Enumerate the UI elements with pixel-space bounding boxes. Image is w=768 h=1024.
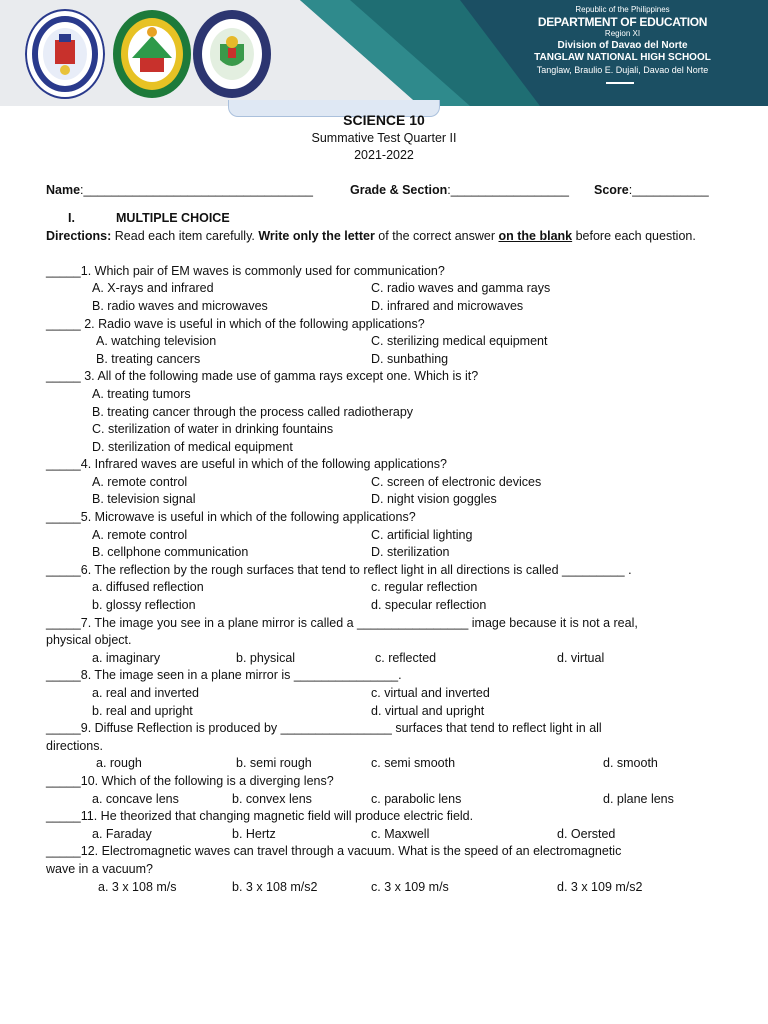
choice: A. remote control	[92, 527, 188, 542]
choice: D. sterilization of medical equipment	[92, 439, 293, 454]
directions: Directions: Read each item carefully. Write only the letter of the correct answer on the blank before each question.	[46, 228, 696, 243]
question-10-choices	[46, 791, 722, 809]
choice: B. treating cancers	[96, 351, 201, 366]
choice: C. screen of electronic devices	[371, 474, 542, 489]
question-2: _____ 2. Radio wave is useful in which of the following applications?	[46, 316, 425, 331]
choice: d. Oersted	[557, 826, 616, 841]
question-6-choices-row-2	[46, 597, 722, 615]
test-title: Summative Test Quarter II	[311, 130, 457, 145]
choice: d. virtual	[557, 650, 605, 665]
division-seal-icon	[112, 8, 192, 100]
division-line: Division of Davao del Norte	[557, 40, 688, 51]
choice: D. infrared and microwaves	[371, 298, 524, 313]
choice: a. real and inverted	[92, 686, 200, 700]
choice: C. radio waves and gamma rays	[371, 281, 551, 296]
choice: B. treating cancer through the process called radiotherapy	[92, 404, 414, 419]
choice: c. parabolic lens	[371, 791, 462, 806]
choice: c. 3 x 109 m/s	[371, 879, 449, 894]
choice: B. cellphone communication	[92, 545, 249, 560]
question-1-choices-row-1	[46, 280, 722, 298]
question-4-choices-row-1	[46, 474, 722, 492]
section-heading	[46, 210, 722, 228]
question-9-cont: directions.	[46, 738, 103, 753]
question-9-choices	[46, 755, 722, 773]
choice: c. Maxwell	[371, 826, 430, 841]
choice: b. Hertz	[232, 826, 276, 841]
student-info-line	[46, 182, 722, 200]
score-label: Score	[594, 183, 629, 198]
choice: d. plane lens	[603, 791, 674, 806]
deped-line: DEPARTMENT OF EDUCATION	[537, 15, 708, 29]
choice: B. television signal	[92, 492, 196, 507]
question-6: _____6. The reflection by the rough surfaces that tend to reflect light in all directions is called _________ .	[46, 562, 632, 577]
choice: b. 3 x 108 m/s2	[232, 879, 318, 894]
choice: b. convex lens	[232, 791, 312, 806]
question-7: _____7. The image you see in a plane mirror is called a ________________ image because it is not a real,	[46, 615, 638, 630]
question-9: _____9. Diffuse Reflection is produced by ________________ surfaces that tend to reflect light in all	[46, 721, 602, 736]
question-1-choices-row-2	[46, 298, 722, 316]
choice: A. X-rays and infrared	[92, 281, 214, 296]
choice: d. specular reflection	[371, 598, 487, 613]
choice: d. smooth	[603, 756, 658, 771]
subject-title: SCIENCE 10	[343, 112, 425, 128]
choice: b. semi rough	[236, 756, 312, 771]
choice: d. 3 x 109 m/s2	[557, 879, 643, 894]
question-6-choices-row-1	[46, 579, 722, 597]
section-title: MULTIPLE CHOICE	[116, 210, 230, 225]
choice: a. concave lens	[92, 791, 179, 806]
question-7-choices	[46, 650, 722, 668]
choice: A. remote control	[92, 474, 188, 489]
grade-label: Grade & Section	[350, 183, 448, 198]
school-seal-icon	[192, 8, 272, 100]
question-2-choices-row-1	[46, 333, 722, 351]
question-8: _____8. The image seen in a plane mirror is _______________.	[46, 668, 402, 683]
question-12: _____12. Electromagnetic waves can travel through a vacuum. What is the speed of an electromagnetic	[46, 844, 622, 859]
school-year: 2021-2022	[354, 148, 414, 163]
choice: C. sterilization of water in drinking fountains	[92, 422, 334, 437]
question-5-choices-row-1	[46, 527, 722, 545]
choice: c. virtual and inverted	[371, 686, 490, 700]
name-label: Name	[46, 183, 81, 198]
question-5: _____5. Microwave is useful in which of the following applications?	[46, 510, 416, 525]
letterhead	[0, 0, 768, 106]
question-4: _____4. Infrared waves are useful in which of the following applications?	[46, 457, 447, 472]
choice: A. watching television	[96, 334, 217, 349]
choice: D. night vision goggles	[371, 492, 497, 507]
question-1: _____1. Which pair of EM waves is commonly used for communication?	[46, 263, 445, 278]
test-document	[46, 112, 722, 896]
choice: b. physical	[236, 650, 296, 665]
choice: c. semi smooth	[371, 756, 456, 771]
choice: A. treating tumors	[92, 386, 191, 401]
choice: C. sterilizing medical equipment	[371, 334, 548, 349]
question-11: _____11. He theorized that changing magnetic field will produce electric field.	[46, 809, 474, 824]
choice: a. diffused reflection	[92, 580, 204, 595]
choice: a. 3 x 108 m/s	[98, 879, 177, 894]
school-line: TANGLAW NATIONAL HIGH SCHOOL	[534, 52, 711, 63]
name-field[interactable]: :_________________________________	[80, 183, 313, 198]
question-12-cont: wave in a vacuum?	[46, 861, 154, 876]
question-2-choices-row-2	[46, 351, 722, 369]
section-number: I.	[68, 210, 75, 225]
deped-seal-icon	[25, 8, 105, 100]
choice: D. sunbathing	[371, 351, 449, 366]
question-8-choices-row-1	[46, 685, 722, 703]
choice: b. real and upright	[92, 703, 193, 718]
region-line: Region XI	[604, 29, 641, 38]
score-field[interactable]: :___________	[628, 183, 709, 198]
question-11-choices	[46, 826, 722, 844]
address-line: Tanglaw, Braulio E. Dujali, Davao del Norte	[536, 65, 709, 75]
choice: C. artificial lighting	[371, 527, 473, 542]
choice: B. radio waves and microwaves	[92, 298, 268, 313]
question-12-choices	[46, 879, 722, 897]
grade-section-field[interactable]: :_________________	[447, 183, 569, 198]
question-3: _____ 3. All of the following made use of gamma rays except one. Which is it?	[46, 369, 479, 384]
choice: c. reflected	[375, 650, 437, 665]
question-7-cont: physical object.	[46, 633, 132, 648]
republic-line: Republic of the Philippines	[575, 5, 670, 14]
question-10: _____10. Which of the following is a diverging lens?	[46, 773, 334, 788]
choice: d. virtual and upright	[371, 703, 485, 718]
question-4-choices-row-2	[46, 491, 722, 509]
choice: a. Faraday	[92, 826, 152, 841]
choice: a. rough	[96, 756, 142, 771]
letterhead-text	[505, 4, 740, 76]
question-8-choices-row-2	[46, 703, 722, 721]
choice: D. sterilization	[371, 545, 450, 560]
question-5-choices-row-2	[46, 544, 722, 562]
choice: c. regular reflection	[371, 580, 478, 595]
choice: a. imaginary	[92, 650, 161, 665]
choice: b. glossy reflection	[92, 598, 196, 613]
